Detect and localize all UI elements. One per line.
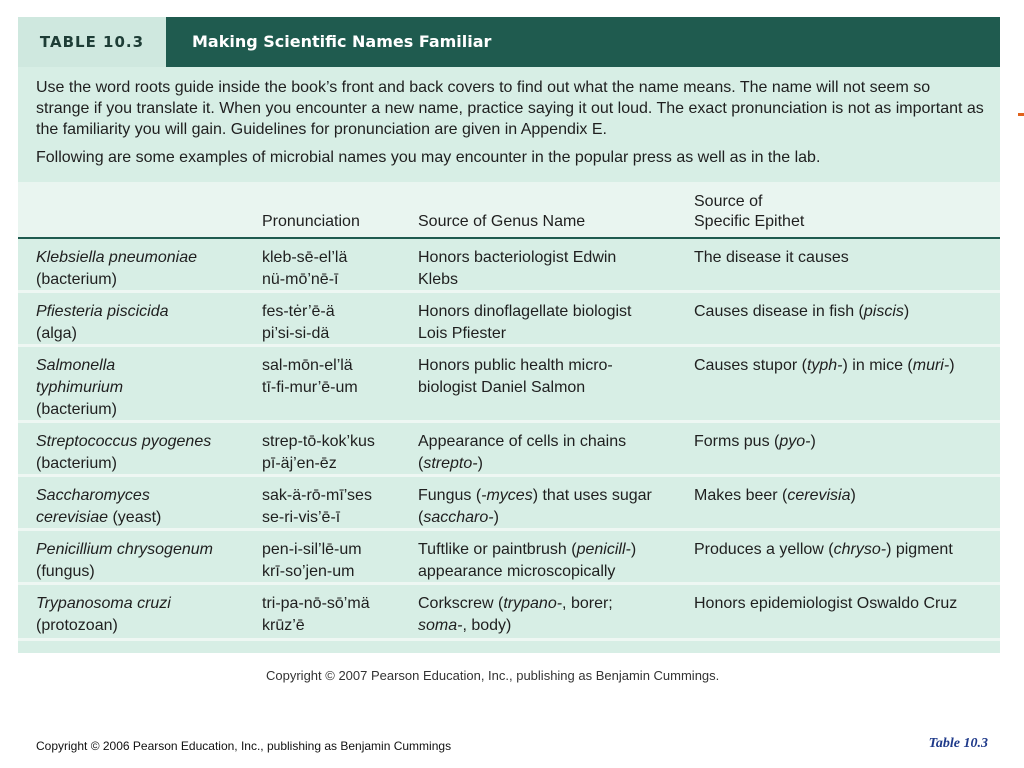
pronunciation-line: strep-tō-kok’kus: [262, 433, 375, 450]
cell-epithet-source: [694, 539, 994, 561]
scientific-name-line: Pfiesteria piscicida: [36, 303, 169, 320]
cell-pronunciation: [262, 355, 417, 399]
table-row: [18, 531, 1000, 585]
pronunciation-line: pen-i-sil’lē-um: [262, 541, 362, 558]
table-copyright: Copyright © 2007 Pearson Education, Inc., publishing as Benjamin Cummings.: [266, 668, 720, 683]
table-row: [18, 477, 1000, 531]
epithet-source-line: Makes beer (cerevisia): [694, 487, 856, 504]
cell-pronunciation: [262, 301, 417, 345]
epithet-source-line: The disease it causes: [694, 249, 849, 266]
cell-pronunciation: [262, 539, 417, 583]
pronunciation-line: fes-tėr’ē-ä: [262, 303, 335, 320]
genus-source-line: (strepto-): [418, 455, 483, 472]
cell-epithet-source: [694, 301, 994, 323]
genus-source-line: Honors dinoflagellate biologist: [418, 303, 632, 320]
header-epithet-source: [694, 192, 804, 232]
cell-epithet-source: [694, 431, 994, 453]
table-card: [18, 17, 1000, 653]
genus-source-line: Lois Pfiester: [418, 325, 507, 342]
table-number-label: TABLE 10.3: [18, 17, 166, 67]
epithet-source-line: Forms pus (pyo-): [694, 433, 816, 450]
genus-source-line: Honors bacteriologist Edwin: [418, 249, 617, 266]
cell-epithet-source: [694, 355, 994, 377]
epithet-source-line: Causes stupor (typh-) in mice (muri-): [694, 357, 955, 374]
scientific-name-line: Trypanosoma cruzi: [36, 595, 171, 612]
organism-type: (alga): [36, 325, 77, 342]
cell-epithet-source: [694, 247, 994, 269]
pronunciation-line: pī-äj’en-ēz: [262, 455, 337, 472]
cell-pronunciation: [262, 247, 417, 291]
table-title: Making Scientific Names Familiar: [192, 32, 492, 51]
header-epithet-line1: Source of: [694, 193, 763, 210]
table-row: [18, 293, 1000, 347]
cell-scientific-name: [36, 431, 261, 475]
organism-type: (protozoan): [36, 617, 118, 634]
cell-scientific-name: [36, 485, 261, 529]
header-genus-source: Source of Genus Name: [418, 213, 586, 230]
pronunciation-line: tri-pa-nō-sō’mä: [262, 595, 370, 612]
organism-type: (bacterium): [36, 401, 117, 418]
cell-scientific-name: [36, 301, 261, 345]
cell-genus-source: [418, 539, 688, 583]
pronunciation-line: sal-mōn-el’lä: [262, 357, 353, 374]
cell-genus-source: [418, 593, 688, 637]
cell-genus-source: [418, 301, 688, 345]
header-epithet-line2: Specific Epithet: [694, 213, 805, 230]
cell-genus-source: [418, 485, 688, 529]
cell-scientific-name: [36, 539, 261, 583]
edge-mark: [1018, 113, 1024, 116]
epithet-source-line: Produces a yellow (chryso-) pigment: [694, 541, 953, 558]
organism-type: (bacterium): [36, 455, 117, 472]
cell-pronunciation: [262, 431, 417, 475]
title-bar: [18, 17, 1000, 67]
genus-source-line: Klebs: [418, 271, 459, 288]
header-pronunciation: Pronunciation: [262, 213, 360, 230]
genus-source-line: Fungus (-myces) that uses sugar: [418, 487, 652, 504]
scientific-name-line: cerevisiae (yeast): [36, 509, 162, 526]
genus-source-line: appearance microscopically: [418, 563, 616, 580]
genus-source-line: biologist Daniel Salmon: [418, 379, 586, 396]
scientific-name-line: Streptococcus pyogenes: [36, 433, 212, 450]
cell-scientific-name: [36, 247, 261, 291]
genus-source-line: Appearance of cells in chains: [418, 433, 627, 450]
footer-copyright: Copyright © 2006 Pearson Education, Inc., publishing as Benjamin Cummings: [36, 739, 452, 753]
table-row: [18, 239, 1000, 293]
pronunciation-line: krūz’ē: [262, 617, 305, 634]
pronunciation-line: nü-mō’nē-ī: [262, 271, 339, 288]
intro-paragraph-1: Use the word roots guide inside the book’s front and back covers to find out what the name means. The name will not seem so strange if you translate it. When you encounter a new name, practice saying it out loud. The exact pronunciation is not as important as the familiarity you will gain. Guidelines for pronunciation are given in Appendix E.: [36, 79, 984, 138]
genus-source-line: (saccharo-): [418, 509, 499, 526]
scientific-name-line: Penicillium chrysogenum: [36, 541, 213, 558]
intro-text: [36, 77, 986, 175]
pronunciation-line: tī-fi-mur’ē-um: [262, 379, 358, 396]
table-row: [18, 585, 1000, 641]
pronunciation-line: sak-ä-rō-mī’ses: [262, 487, 372, 504]
genus-source-line: Corkscrew (trypano-, borer;: [418, 595, 613, 612]
scientific-name-line: typhimurium: [36, 379, 124, 396]
cell-scientific-name: [36, 593, 261, 637]
cell-pronunciation: [262, 485, 417, 529]
genus-source-line: Honors public health micro-: [418, 357, 613, 374]
epithet-source-line: Causes disease in fish (piscis): [694, 303, 910, 320]
pronunciation-line: se-ri-vis’ē-ī: [262, 509, 341, 526]
footer-table-label: Table 10.3: [928, 736, 988, 751]
scientific-name-line: Saccharomyces: [36, 487, 150, 504]
cell-genus-source: [418, 431, 688, 475]
organism-type: (bacterium): [36, 271, 117, 288]
table-row: [18, 423, 1000, 477]
cell-genus-source: [418, 247, 688, 291]
genus-source-line: soma-, body): [418, 617, 512, 634]
table-header-row: [18, 182, 1000, 239]
cell-genus-source: [418, 355, 688, 399]
organism-type: (fungus): [36, 563, 95, 580]
pronunciation-line: krī-so’jen-um: [262, 563, 355, 580]
scientific-name-line: Salmonella: [36, 357, 116, 374]
table-row: [18, 347, 1000, 423]
pronunciation-line: pi’si-si-dä: [262, 325, 330, 342]
intro-paragraph-2: Following are some examples of microbial names you may encounter in the popular press as well as in the lab.: [36, 149, 821, 166]
cell-epithet-source: [694, 593, 994, 615]
genus-source-line: Tuftlike or paintbrush (penicill-): [418, 541, 637, 558]
cell-pronunciation: [262, 593, 417, 637]
epithet-source-line: Honors epidemiologist Oswaldo Cruz: [694, 595, 958, 612]
pronunciation-line: kleb-sē-el’lä: [262, 249, 348, 266]
cell-scientific-name: [36, 355, 261, 421]
scientific-name-line: Klebsiella pneumoniae: [36, 249, 197, 266]
cell-epithet-source: [694, 485, 994, 507]
